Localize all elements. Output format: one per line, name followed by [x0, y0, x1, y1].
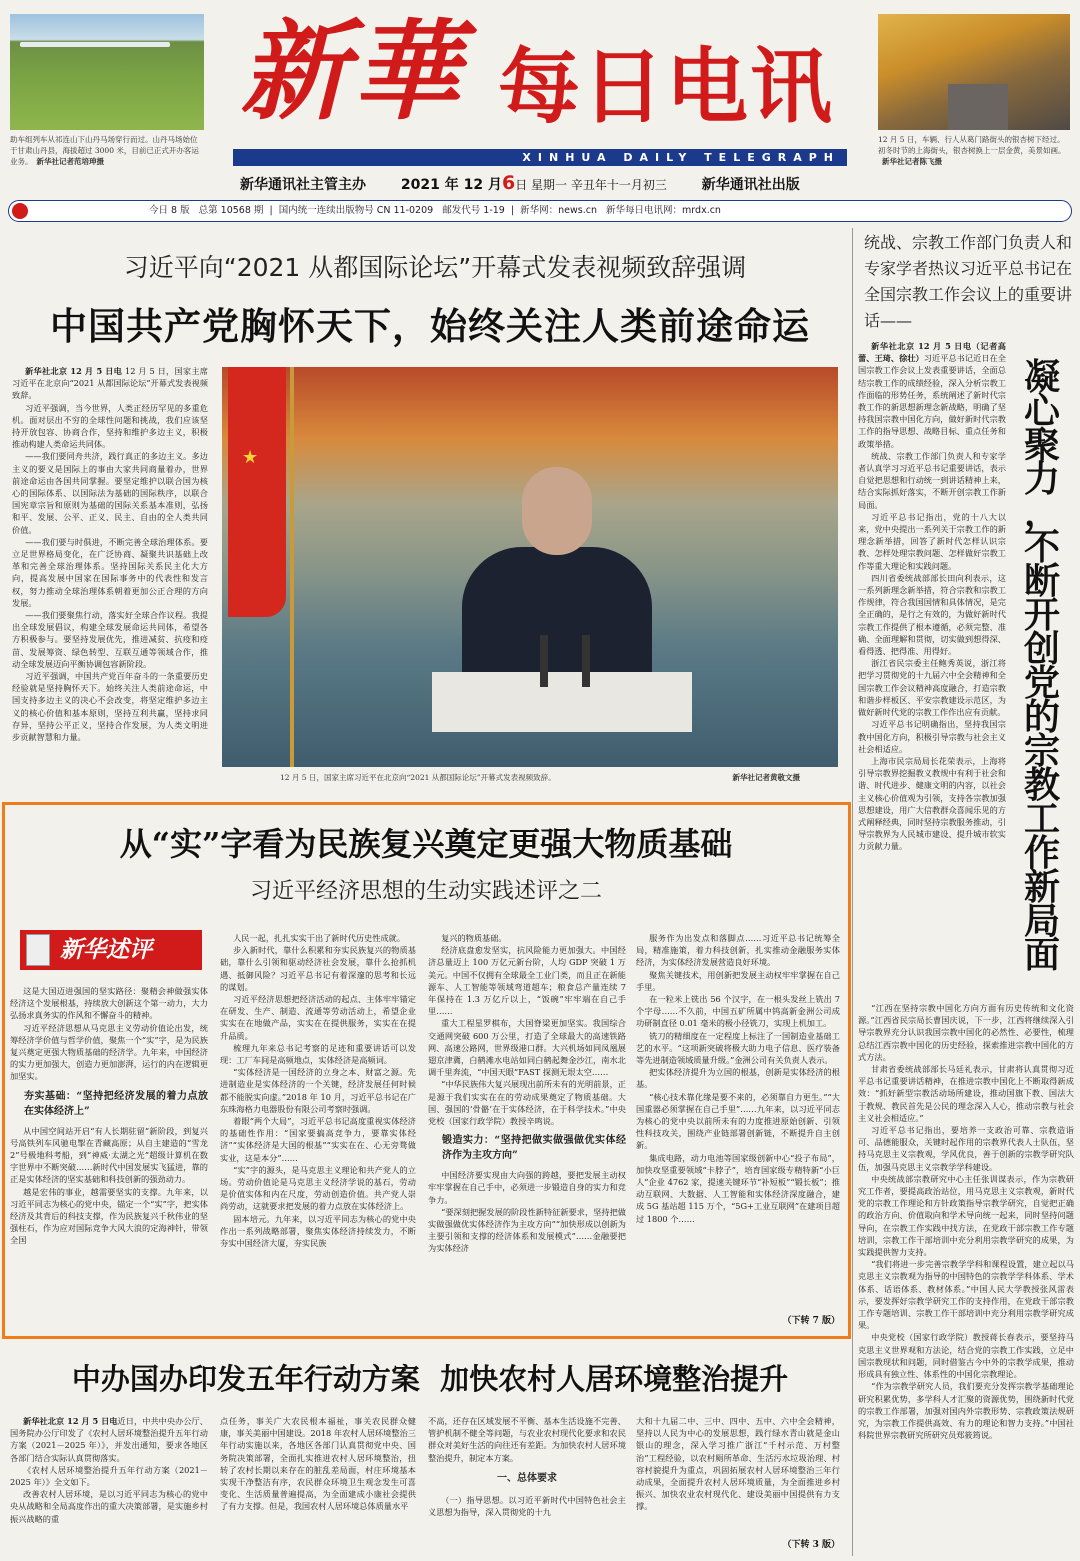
- feature-col3-para-6: “要深刻把握发展的阶段性新特征新要求，坚持把做实做强做优实体经济作为主攻方向”“加快形成以创新为主要引领和支撑的经济体系和发展模式”……金融要把为实体经济: [428, 1206, 626, 1254]
- sidebar-headline-char: 党: [1023, 662, 1060, 704]
- sidebar-headline-char: 教: [1023, 764, 1060, 806]
- rural-col-4: [636, 1415, 840, 1537]
- sidebar-headline: [1012, 356, 1072, 980]
- feature-subhead: 习近平经济思想的生动实践述评之二: [249, 879, 602, 904]
- lead-dateline: 新华社北京 12 月 5 日电: [25, 366, 123, 376]
- lead-para-4: ——我们要与时俱进，不断完善全球治理体系。要立足世界格局变化，在广泛协商、凝聚共识基础上改革和完善全球治理体系。坚持国际关系民主化大方向，提高发展中国家在国际事务中的代表性和发言权，努力推动全球治理体系朝着更加公正合理的方向发展。: [12, 536, 208, 608]
- feature-col3-para-3: 重大工程星罗棋布，大国脊梁更加坚实。我国综合交通网突破 600 万公里，打造了全球最大的高速铁路网、高速公路网，世界级港口群。大兴机场如同凤凰展翅京津冀，白鹤滩水电站如同白鹤起舞金沙江，南水北调千里奔流，“中国天眼”FAST 探测无垠太空……: [428, 1018, 626, 1078]
- rural-col-2: [220, 1415, 416, 1555]
- lead-para-3: ——我们要同舟共济，践行真正的多边主义。多边主义的要义是国际上的事由大家共同商量着办，世界前途命运由各国共同掌握。要坚定维护以联合国为核心的国际体系、以国际法为基础的国际秩序，以联合国宪章宗旨和原则为基础的国际关系基本准则，弘扬和平、发展、公平、正义、民主、自由的全人类共同价值。: [12, 451, 208, 535]
- feature-col2-para-7: “实”字的源头，是马克思主义理论和共产党人的立场。劳动价值论是马克思主义经济学说的基石，劳动是价值实体和内在尺度，劳动创造价值。共产党人崇尚劳动，这就要求把发展的着力点放在实体经济上。: [220, 1164, 416, 1212]
- sidebar-para-3: 习近平总书记指出，党的十八大以来，党中央提出一系列关于宗教工作的新理念新举措，回答了新时代怎样认识宗教、怎样处理宗教问题、怎样做好宗教工作等重大理论和实践问题。: [858, 511, 1006, 571]
- sidebar-headline-char: 心: [1023, 390, 1060, 432]
- lead-kicker: 习近平向“2021 从都国际论坛”开幕式发表视频致辞强调: [123, 253, 747, 282]
- feature-col1-para-1: 这是大国迈进强国的坚实路径：聚精会神做强实体经济这个发展根基，持续放大创新这个第一动力，大力弘扬求真务实的作风和不懈奋斗的精神。: [10, 986, 208, 1021]
- sidebar-headline-char: 局: [1023, 900, 1060, 942]
- feature-col1-para-3: 从中国空间站开启“有人长期驻留”新阶段，到复兴号高铁列车风驰电掣在青藏高原；从自主建造的“雪龙 2”号极地科考船，到“神威·太湖之光”超级计算机在数字世界中不断突破……新时代中国发展实飞猛进，靠的正是实体经济的坚实基础和科技创新的强劲动力。: [10, 1125, 208, 1185]
- feature-col4-para-6: “核心技术靠化缘是要不来的，必须靠自力更生。”“大国重器必须掌握在自己手里”……九年来，以习近平同志为核心的党中央以前所未有的力度推进原始创新、引领性科技攻关，围绕产业链部署创新链，不断提升自主创新。: [636, 1091, 840, 1151]
- commentary-logo-text: 新华述评: [60, 937, 152, 963]
- sidebar-para-1-text: 习近平总书记近日在全国宗教工作会议上发表重要讲话，全面总结宗教工作的成绩经验，深入分析宗教工作面临的形势任务，系统阐述了新时代宗教工作的新思想新理念新战略，明确了坚持我国宗教中国化方向，做好新时代宗教工作的指导思想、战略目标、重点任务和政策举措。: [858, 353, 1006, 449]
- sidebar-headline-char: 创: [1023, 628, 1060, 670]
- feature-col-2: [220, 932, 416, 1330]
- sidebar-headline-char: 作: [1023, 832, 1060, 874]
- masthead-title: [236, 9, 848, 152]
- sidebar-para-4: 四川省委统战部部长田向利表示，这一系列新理念新举措，符合宗教和宗教工作规律，符合我国国情和具体情况，是完全正确的，是行之有效的，为做好新时代宗教工作提供了根本遵循，必须完整、准确、全面理解和贯彻，切实做到想得深、看得透、把得准、用得好。: [858, 572, 1006, 657]
- sidebar-para-2: 统战、宗教工作部门负责人和专家学者认真学习习近平总书记重要讲话，表示自觉把思想和行动统一到讲话精神上来，结合实际抓好落实，不断开创宗教工作新局面。: [858, 450, 1006, 510]
- rural-col1-para-1-text: 近日，中共中央办公厅、国务院办公厅印发了《农村人居环境整治提升五年行动方案（2021－2025 年）》，并发出通知，要求各地区各部门结合实际认真贯彻落实。: [10, 1416, 208, 1463]
- rural-col-3: [428, 1415, 626, 1555]
- lead-photo: [222, 367, 838, 767]
- lead-para-2: 习近平强调，当今世界，人类正经历罕见的多重危机。面对层出不穷的全球性问题和挑战，我们应该坚持开放包容、协商合作，坚持和维护多边主义，积极推动构建人类命运共同体。: [12, 402, 208, 450]
- rural-col1-para-3: 改善农村人居环境，是以习近平同志为核心的党中央从战略和全局高度作出的重大决策部署，是实施乡村振兴战略的重: [10, 1489, 208, 1524]
- date-day: 6: [501, 172, 516, 194]
- feature-col3-para-1: 复兴的物质基础。: [441, 933, 507, 943]
- feature-col-1: [10, 985, 208, 1330]
- rural-headline: 中办国办印发五年行动方案 加快农村人居环境整治提升: [71, 1362, 789, 1396]
- sidebar-body-top: [858, 340, 1006, 1000]
- sidebar-para-1: [858, 340, 1006, 450]
- commentary-document-icon: [26, 934, 50, 966]
- right-photo-caption: [878, 134, 1070, 182]
- info-edition: 今日 8 版: [149, 205, 190, 216]
- sidebar-lead: 统战、宗教工作部门负责人和专家学者热议习近平总书记在全国宗教工作会议上的重要讲话——: [864, 233, 1073, 330]
- flagpole: [290, 367, 294, 767]
- lead-body: [12, 365, 208, 775]
- sidebar-headline-char: 面: [1023, 934, 1060, 976]
- sidebar-headline-char: 工: [1023, 798, 1060, 840]
- feature-col2-para-2: 步入新时代，靠什么积累和夯实民族复兴的物质基础，靠什么引领和驱动经济社会发展，靠什么抢抓机遇、抵御风险？习近平总书记有着深邃的思考和长远的谋划。: [220, 945, 416, 992]
- rural-col3-para-2: （一）指导思想。以习近平新时代中国特色社会主义思想为指导，深入贯彻党的十九: [428, 1494, 626, 1518]
- left-info: 新华通讯社主管主办: [240, 177, 366, 193]
- info-cn: 国内统一连续出版物号 CN 11-0209: [278, 205, 434, 216]
- feature-continue-link[interactable]: （下转 7 版）: [782, 1316, 840, 1326]
- rural-col1-para-2: 《农村人居环境整治提升五年行动方案（2021－2025 年）》全文如下。: [10, 1464, 208, 1488]
- rural-col3-para-1: 不高，还存在区域发展不平衡、基本生活设施不完善、管护机制不健全等问题，与农业农村现代化要求和农民群众对美好生活的向往还有差距。为加快农村人居环境整治提升，制定本方案。: [428, 1416, 626, 1463]
- sidebar-body-bottom: [858, 1002, 1074, 1555]
- feature-col-3: [428, 932, 626, 1330]
- rural-col2-para-1: 点任务，事关广大农民根本福祉，事关农民群众健康，事关美丽中国建设。2018 年农村人居环境整治三年行动实施以来，各地区各部门认真贯彻党中央、国务院决策部署，全面扎实推进农村人居环境整治，扭转了农村长期以来存在的脏乱差局面，村庄环境基本实现干净整洁有序，农民群众环境卫生观念发生可喜变化、生活质量普遍提高，为全面建成小康社会提供了有力支撑。但是，我国农村人居环境总体质量水平: [220, 1416, 416, 1512]
- microphone-icon-2: [582, 635, 590, 687]
- right-photo: [878, 14, 1070, 130]
- info-post: 邮发代号 1-19: [442, 205, 505, 216]
- rural-dateline: 新华社北京 12 月 5 日电: [23, 1416, 118, 1426]
- sidebar-headline-char: 聚: [1023, 424, 1060, 466]
- left-photo-credit: 新华社记者范培珅摄: [36, 157, 104, 166]
- feature-col3-section: 锻造实力：“坚持把做实做强做优实体经济作为主攻方向”: [442, 1135, 626, 1162]
- lead-para-1-text: 12 月 5 日，国家主席习近平在北京向“2021 从都国际论坛”开幕式发表视频致辞。: [12, 366, 208, 401]
- feature-col2-para-5: “实体经济是一国经济的立身之本、财富之源。先进制造业是实体经济的一个关键，经济发展任何时候都不能脱实向虚。”2018 年 10 月，习近平总书记在广东珠海格力电器股份有限公司考察时强调。: [220, 1067, 416, 1114]
- sidebar-para-13: 中央党校（国家行政学院）教授蒋长春表示，要坚持马克思主义世界观和方法论，结合党的宗教工作实践，立足中国宗教现状和问题，同时借鉴古今中外的宗教学成果，推动形成具有独立性、体系性的中国化宗教理论。: [858, 1332, 1074, 1380]
- flag-shape: [228, 367, 286, 617]
- sidebar-headline-chars: [1012, 356, 1072, 976]
- sidebar-headline-char: 宗: [1023, 730, 1060, 772]
- lead-photo-credit: 新华社记者黄敬文摄: [732, 773, 800, 782]
- train-shape: [20, 42, 170, 47]
- flag-star-icon: ★: [242, 447, 259, 468]
- feature-col3-para-2: 经济底盘愈发坚实，抗风险能力更加强大。中国经济总量迈上 100 万亿元新台阶，人均 GDP 突破 1 万美元。中国不仅拥有全球最全工业门类，而且正在新能源车、人工智能等领域弯道超车；粮食总产量连续 7 年保持在 1.3 万亿斤以上，“饭碗”牢牢端在自己手里……: [428, 945, 626, 1017]
- rural-col4-para-1: 大和十九届二中、三中、四中、五中、六中全会精神，坚持以人民为中心的发展思想，践行绿水青山就是金山银山的理念，深入学习推广浙江“千村示范、万村整治”工程经验，以农村厕所革命、生活污水垃圾治理、村容村貌提升为重点，巩固拓展农村人居环境整治三年行动成果，全面提升农村人居环境质量，为全面推进乡村振兴、加快农业农村现代化、建设美丽中国提供有力支撑。: [636, 1416, 840, 1512]
- feature-col4-para-5: 把实体经济提升为立国的根基，创新是实体经济的根基。: [636, 1067, 840, 1090]
- sidebar-para-10: 习近平总书记指出，要培养一支政治可靠、宗教造诣可、品德能服众，关键时起作用的宗教界代表人士队伍，坚持马克思主义宗教观，学风优良，善于创新的宗教学研究队伍，加强马克思主义宗教学学科建设。: [858, 1125, 1074, 1172]
- feature-col4-para-2: 聚焦关键技术，用创新把发展主动权牢牢掌握在自己手里。: [636, 969, 840, 992]
- speaker-desk: [432, 672, 692, 732]
- right-photo-credit: 新华社记者陈飞摄: [882, 157, 942, 166]
- title-meiri-dianxun: 每日电讯: [498, 40, 835, 135]
- feature-headline: 从“实”字看为民族复兴奠定更强大物质基础: [119, 825, 733, 863]
- rural-continue-link[interactable]: （下转 3 版）: [782, 1540, 840, 1550]
- info-site: 新华每日电讯网：mrdx.cn: [606, 205, 721, 216]
- title-char-hua: 華: [352, 9, 461, 135]
- feature-col-4: [636, 932, 840, 1312]
- sidebar-headline-char: 的: [1023, 696, 1060, 738]
- feature-col4-para-7: 集成电路，动力电池等国家级创新中心“投子布局”，加快攻坚重要领域“卡脖子”，培育国家级专精特新“小巨人”企业 4762 家，提速关键环节“补短板”“锻长板”；推动互联网、大数据、人工智能和实体经济深度融合，建成 5G 基站超 115 万个，“5G+工业互联网”在建项目超过 1800 个……: [636, 1152, 840, 1224]
- date-suffix: 日 星期一 辛丑年十一月初三: [515, 178, 667, 192]
- speaker-head: [522, 467, 592, 555]
- title-char-xin: 新: [240, 9, 349, 135]
- feature-col1-section: 夯实基础：“坚持把经济发展的着力点放在实体经济上”: [24, 1090, 208, 1117]
- sidebar-headline-char: ，: [1023, 492, 1060, 534]
- xinhua-commentary-logo: [20, 930, 202, 970]
- lead-photo-caption: [280, 772, 840, 786]
- sidebar-para-14: “作为宗教学研究人员，我们要充分发挥宗教学基础理论研究积累优势，多学科人才汇聚的资源优势，围绕新时代党的宗教工作部署，加强对国内外宗教形势、宗教政策法规研究，为宗教工作提供高效、有力的理论和智力支持。”中国社科院世界宗教研究所研究员郑筱筠说。: [858, 1381, 1074, 1441]
- info-items: 今日 8 版 总第 10568 期 | 国内统一连续出版物号 CN 11-0209 邮发代号 1-19 | 新华网：news.cn 新华每日电讯网：mrdx.cn: [149, 205, 721, 216]
- lead-para-5: ——我们要聚焦行动，落实好全球合作议程。我提出全球发展倡议，构建全球发展命运共同体，希望各方积极参与。要坚持发展优先，推进减贫、抗疫和疫苗、发展筹资、绿色转型、互联互通等领域合作，推动全球发展迈向平衡协调包容新阶段。: [12, 610, 208, 669]
- xinhua-logo-icon: [12, 203, 28, 219]
- sidebar-para-5: 浙江省民宗委主任鲍秀英说，浙江将把学习贯彻党的十九届六中全会精神和全国宗教工作会议精神高度融合，打造宗教和谐步样板区、平安宗教建设示范区，为做好新时代党的宗教工作作出应有贡献。: [858, 658, 1006, 718]
- feature-col2-para-6: 着眼“两个大局”，习近平总书记高度重视实体经济的基础性作用：“国家要搞高竞争力，要靠实体经济”“实体经济是大国的根基”“实实在在、心无旁骛做实业，这是本分”……: [220, 1116, 416, 1163]
- masthead: [0, 0, 1080, 200]
- feature-col3-para-4: “中华民族伟大复兴展现出前所未有的光明前景，正是源于我们实实在在的劳动成果奠定了物质基础。大国、强国的‘骨骼’在于实体经济，在于科学技术。”中央党校（国家行政学院）教授辛鸣说。: [428, 1079, 626, 1127]
- feature-col2-para-4: 梳理九年来总书记考察的足迹和重要讲话可以发现：工厂车间是高频地点，实体经济是高频词。: [220, 1042, 416, 1066]
- feature-col4-para-4: 铣刀的精细度在一定程度上标注了一国制造业基础工艺的水平。“这项新突破将极大助力电子信息、医疗装备等先进制造领域质量升级。”金洲公司有关负责人表示。: [636, 1030, 840, 1066]
- sidebar-headline-char: 凝: [1023, 356, 1060, 398]
- feature-col2-para-8: 固本培元。九年来，以习近平同志为核心的党中央作出一系列战略部署，聚焦实体经济持续发力，不断夯实中国经济大厦，夯实民族: [220, 1213, 416, 1249]
- feature-col4-para-1: 服务作为出发点和落脚点……习近平总书记统筹全局，精准施策，着力科技创新，扎实推动金融服务实体经济，为实体经济发展营造良好环境。: [636, 933, 840, 968]
- sidebar-para-7: 上海市民宗局局长花荣表示，上海将引导宗教界挖掘教义教规中有利于社会和谐、时代进步、健康文明的内容，以社会主义核心价值观为引领，支持各宗教加强思想建设，用广大信教群众喜闻乐见的方式阐释经典，同时坚持宗教服务推动，引导宗教界为人民城市建设、提升城市软实力贡献力量。: [858, 755, 1006, 852]
- feature-col1-para-2: 习近平经济思想从马克思主义劳动价值论出发，统筹经济学价值与哲学价值，聚焦一个“实”字，是为民族复兴奠定更强大物质基础的经济学。九年来，中国经济的实力更加强大，创造力更加澎湃，运行的内在逻辑更加坚实。: [10, 1022, 208, 1082]
- sidebar-para-12: “我们将进一步完善宗教学学科和课程设置，建立起以马克思主义宗教观为指导的中国特色的宗教学学科体系、学术体系、话语体系、教材体系。”中国人民大学教授张风雷表示，要发挥好宗教学研究工作的支持作用，在党政干部宗教工作专题培训、宗教工作干部培训中充分利用宗教学研究成果。: [858, 1259, 1074, 1331]
- date-line: [240, 172, 860, 194]
- feature-col2-para-3: 习近平经济思想把经济活动的起点、主体牢牢锚定在研发、生产、制造、流通等劳动活动上，希望企业实实在在地做产品，实实在在提供服务，实实在在提升品质。: [220, 994, 416, 1041]
- lead-para-6: 习近平强调，中国共产党百年奋斗的一条重要历史经验就是坚持胸怀天下。始终关注人类前途命运，中国支持多边主义的决心不会改变，将坚定维护多边主义的核心价值和基本原则，坚持互利共赢，坚持求同存异，坚持公平正义，坚持合作发展，为人类文明进步贡献智慧和力量。: [12, 671, 208, 743]
- date-prefix: 2021 年 12 月: [400, 177, 502, 193]
- rural-col-1: [10, 1415, 208, 1555]
- lead-photo-caption-text: 12 月 5 日，国家主席习近平在北京向“2021 从都国际论坛”开幕式发表视频致辞。: [280, 773, 556, 782]
- microphone-icon: [540, 635, 548, 687]
- feature-col1-para-4: 越是宏伟的事业，越需要坚实的支撑。九年来，以习近平同志为核心的党中央，锚定一个“实”字，把实体经济及其背后的科技支撑，作为民族复兴千秋伟业的坚强柱石，作为应对国际竞争大风大浪的定海神针，带领全国: [10, 1186, 208, 1246]
- info-web: 新华网：news.cn: [520, 205, 597, 216]
- feature-col2-para-1: 人民一起，扎扎实实干出了新时代历史性成就。: [233, 933, 406, 943]
- left-photo-caption: [10, 134, 204, 182]
- sidebar-para-8: “江西在坚持宗教中国化方向方面有历史传统和文化资源。”江西省民宗局长曹国庆说，下一步，江西将继续深入引导宗教界充分认识我国宗教中国化的必然性、必要性，梳理总结江西宗教中国化的历史经验，探索推进宗教中国化的方式方法。: [858, 1003, 1074, 1062]
- sidebar-headline-char: 断: [1023, 560, 1060, 602]
- right-info: 新华通讯社出版: [701, 177, 800, 193]
- subtitle-en: XINHUA DAILY TELEGRAPH: [522, 151, 840, 164]
- street-shape: [948, 84, 1008, 130]
- sidebar-divider: [852, 228, 853, 1556]
- lead-headline: 中国共产党胸怀天下，始终关注人类前途命运: [50, 304, 810, 348]
- feature-col4-para-3: 在一粒米上铣出 56 个汉字，在一根头发丝上铣出 7 个字母……不久前，中国五矿所属中钨高新金洲公司成功研制直径 0.01 毫米的极小径铣刀，实现上机加工。: [636, 994, 840, 1029]
- left-photo: [10, 14, 204, 130]
- sidebar-dateline: 新华社北京 12 月 5 日电（记者高蕾、王琦、徐壮）: [858, 341, 1006, 364]
- feature-col3-para-5: 中国经济要实现由大向强的跨越，要把发展主动权牢牢掌握在自己手中，必须进一步锻造自身的实力和竞争力。: [428, 1170, 626, 1205]
- rural-col1-para-1: [10, 1415, 208, 1464]
- left-photo-caption-text: 助车组列车从祁连山下山丹马场穿行而过。山丹马场始位于甘肃山丹县，海拔超过 3000 米，目前已正式开办客运业务。: [10, 135, 199, 166]
- sidebar-para-9: 甘肃省委统战部部长马廷礼表示，甘肃将认真贯彻习近平总书记重要讲话精神，在推进宗教中国化上不断取得新成效：“抓好新型宗教活动场所建设，推动国旗下教、国法大于教规、教民首先是公民的理念深入人心，推动宗教与社会主义社会相适应。”: [858, 1064, 1074, 1123]
- rural-col3-section: 一、总体要求: [497, 1472, 557, 1484]
- sidebar-headline-char: 不: [1023, 526, 1060, 568]
- info-bar: [8, 200, 1072, 222]
- info-total: 总第 10568 期: [198, 205, 264, 216]
- sidebar-para-11: 中央统战部宗教研究中心主任张训谋表示，作为宗教研究工作者，要提高政治站位，用马克思主义宗教观，新时代党的宗教工作理论和方针政策指导宗教学研究，自觉把正确的政治方向、价值取向和学术导向统一起来，同时坚持问题导向，在宗教工作实践中找方法，在党政干部宗教工作专题培训，宗教工作干部培训中充分利用宗教学研究的成果，为实践提供智力支持。: [858, 1173, 1074, 1258]
- sidebar-headline-char: 新: [1023, 866, 1060, 908]
- lead-para-1: [12, 365, 208, 402]
- sidebar-para-6: 习近平总书记明确指出，坚持我国宗教中国化方向，积极引导宗教与社会主义社会相适应。: [858, 719, 1006, 754]
- right-photo-caption-text: 12 月 5 日，车辆、行人从葛门路街头的银杏树下经过。初冬时节的上海街头，银杏树换上一层金黄，美景如画。: [878, 135, 1066, 155]
- sidebar-headline-char: 力: [1023, 458, 1060, 500]
- sidebar-headline-char: 开: [1023, 594, 1060, 636]
